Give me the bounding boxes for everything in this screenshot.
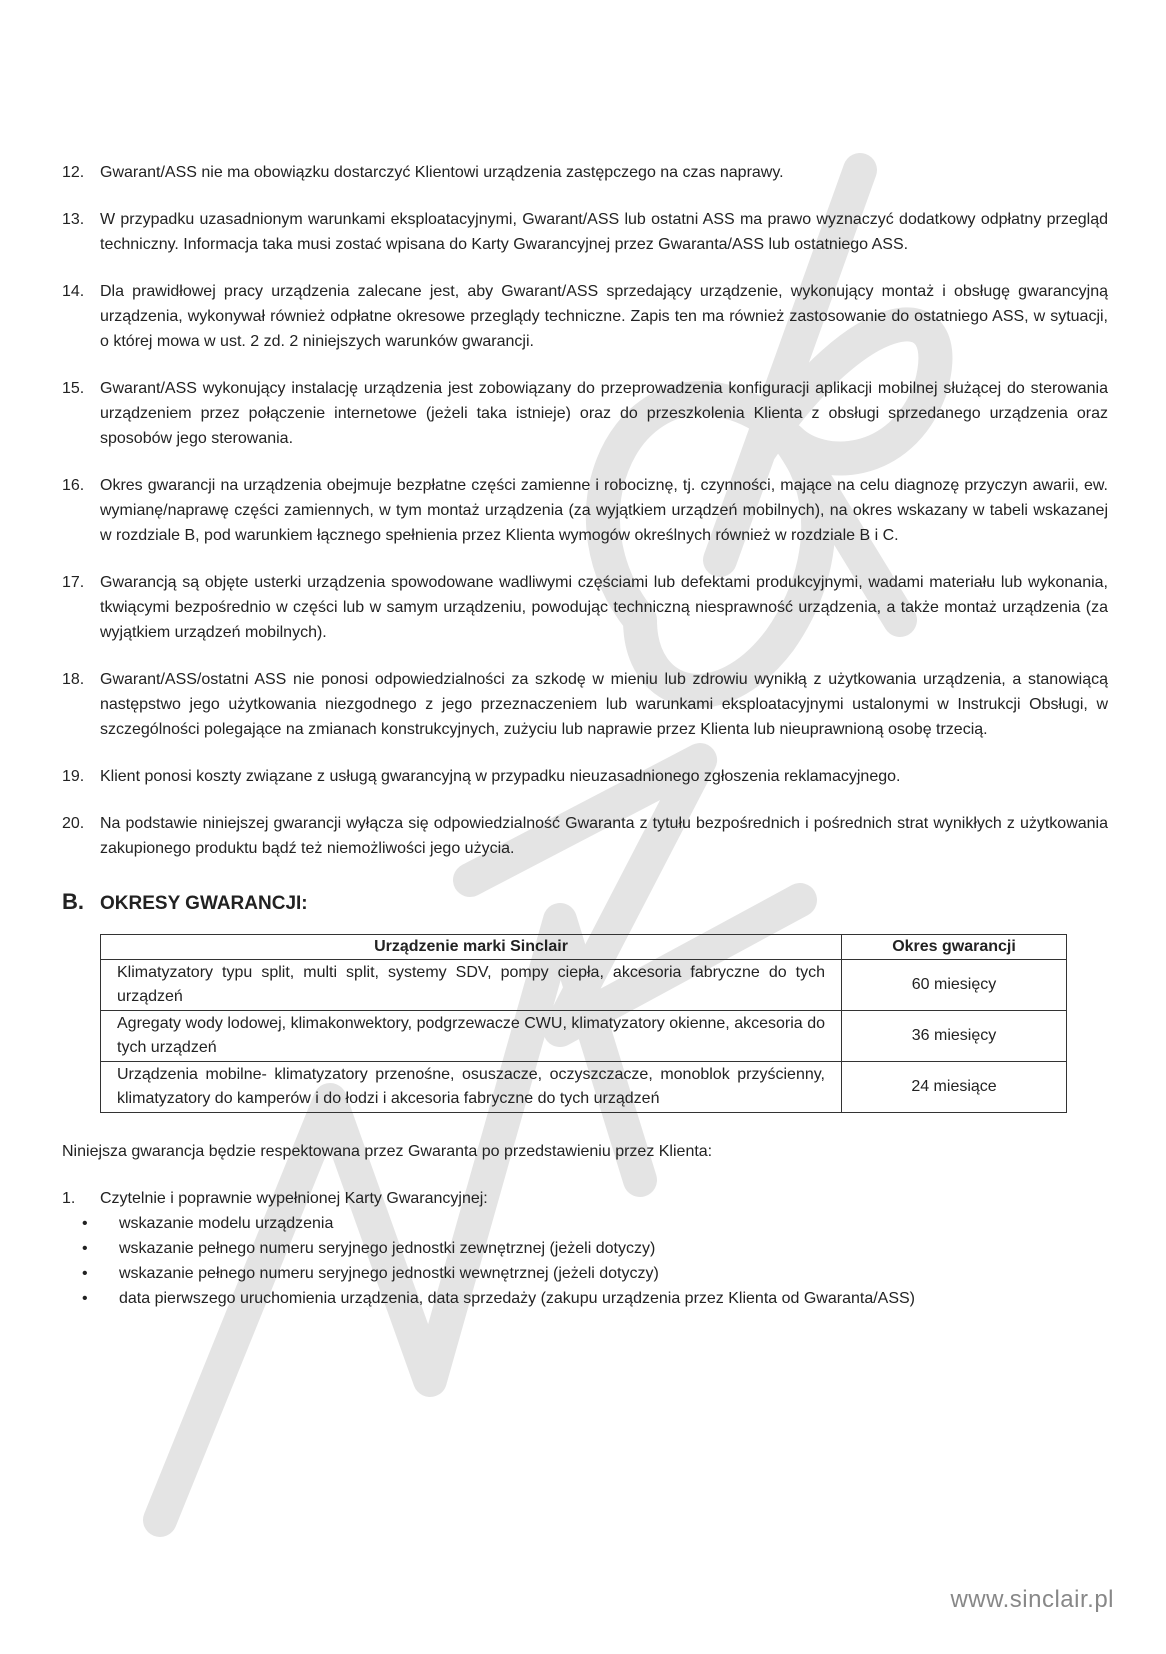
clause-text: Na podstawie niniejszej gwarancji wyłącza się odpowiedzialność Gwaranta z tytułu bezpośrednich i pośrednich strat wynikłych z użytkowania zakupionego produktu bądź też niemożliwości jego użycia.	[100, 815, 1108, 857]
table-row	[101, 1011, 1067, 1062]
period-cell: 24 miesiące	[842, 1062, 1067, 1113]
clause-number: 13.	[62, 211, 85, 228]
bullet-icon: •	[82, 1240, 88, 1257]
clause-text: Gwarant/ASS nie ma obowiązku dostarczyć Klientowi urządzenia zastępczego na czas naprawy.	[100, 164, 784, 181]
bullet-item	[62, 1286, 1108, 1311]
clause-number: 15.	[62, 380, 85, 397]
section-heading	[62, 889, 1108, 916]
clause-text: Okres gwarancji na urządzenia obejmuje bezpłatne części zamienne i robociznę, tj. czynności, mające na celu diagnozę przyczyn awarii, ew. wymianę/naprawę części zamiennych, w tym montaż urządzenia (za wyjątkiem urządzeń mobilnych), na okres wskazany w tabeli wskazanej w rozdziale B, pod warunkiem łącznego spełnienia przez Klienta wymogów określnych również w rozdziale B i C.	[100, 477, 1108, 544]
clause-text: Klient ponosi koszty związane z usługą gwarancyjną w przypadku nieuzasadnionego zgłoszenia reklamacyjnego.	[100, 768, 901, 785]
table-row	[101, 1062, 1067, 1113]
clause-text: Gwarant/ASS wykonujący instalację urządzenia jest zobowiązany do przeprowadzenia konfiguracji aplikacji mobilnej służącej do sterowania urządzeniem przez połączenie internetowe (jeżeli taka istnieje) oraz do przeszkolenia Klienta z obsługi sprzedanego urządzenia oraz sposobów jego sterowania.	[100, 380, 1108, 447]
bullet-text: wskazanie pełnego numeru seryjnego jednostki wewnętrznej (jeżeli dotyczy)	[119, 1265, 659, 1282]
clause-text: W przypadku uzasadnionym warunkami eksploatacyjnymi, Gwarant/ASS lub ostatni ASS ma prawo wyznaczyć dodatkowy odpłatny przegląd techniczny. Informacja taka musi zostać wpisana do Karty Gwarancyjnej przez Gwaranta/ASS lub ostatniego ASS.	[100, 211, 1108, 253]
clause-number: 20.	[62, 815, 85, 832]
device-cell: Urządzenia mobilne- klimatyzatory przenośne, osuszacze, oczyszczacze, monoblok przyścienny, klimatyzatory do kamperów i do łodzi i akcesoria fabryczne do tych urządzeń	[101, 1062, 842, 1113]
bullet-icon: •	[82, 1265, 88, 1282]
clause-item	[62, 376, 1108, 451]
requirement-bullets	[62, 1211, 1108, 1311]
requirement-number: 1.	[62, 1190, 76, 1207]
bullet-text: wskazanie modelu urządzenia	[119, 1215, 334, 1232]
document-body	[62, 160, 1108, 1311]
clause-item	[62, 570, 1108, 645]
bullet-item	[62, 1261, 1108, 1286]
clause-number: 18.	[62, 671, 85, 688]
bullet-icon: •	[82, 1215, 88, 1232]
period-cell: 36 miesięcy	[842, 1011, 1067, 1062]
column-header-device: Urządzenie marki Sinclair	[101, 935, 842, 960]
clause-item	[62, 764, 1108, 789]
requirement-item	[62, 1186, 1108, 1311]
bullet-item	[62, 1211, 1108, 1236]
device-cell: Klimatyzatory typu split, multi split, systemy SDV, pompy ciepła, akcesoria fabryczne do tych urządzeń	[101, 960, 842, 1011]
warranty-table	[100, 934, 1067, 1113]
clause-item	[62, 667, 1108, 742]
bullet-text: wskazanie pełnego numeru seryjnego jednostki zewnętrznej (jeżeli dotyczy)	[119, 1240, 656, 1257]
clause-number: 19.	[62, 768, 85, 785]
intro-paragraph: Niniejsza gwarancja będzie respektowana przez Gwaranta po przedstawieniu przez Klienta:	[62, 1143, 713, 1160]
footer-url: www.sinclair.pl	[950, 1586, 1114, 1613]
clause-item	[62, 811, 1108, 861]
bullet-item	[62, 1236, 1108, 1261]
table-row	[101, 960, 1067, 1011]
requirement-text: Czytelnie i poprawnie wypełnionej Karty Gwarancyjnej:	[100, 1190, 488, 1207]
period-cell: 60 miesięcy	[842, 960, 1067, 1011]
clause-number: 17.	[62, 574, 85, 591]
bullet-text: data pierwszego uruchomienia urządzenia, data sprzedaży (zakupu urządzenia przez Klienta od Gwaranta/ASS)	[119, 1290, 915, 1307]
clause-text: Gwarant/ASS/ostatni ASS nie ponosi odpowiedzialności za szkodę w mieniu lub zdrowiu wynikłą z użytkowania urządzenia, a stanowiącą następstwo jego użytkowania niezgodnego z jego przeznaczeniem lub warunkami eksploatacyjnymi ustalonymi w Instrukcji Obsługi, w szczególności polegające na zmianach konstrukcyjnych, zużyciu lub naprawie przez Klienta lub nieuprawnioną osobę trzecią.	[100, 671, 1108, 738]
clause-item	[62, 207, 1108, 257]
clause-list	[62, 160, 1108, 861]
clause-number: 14.	[62, 283, 85, 300]
column-header-period: Okres gwarancji	[842, 935, 1067, 960]
clause-number: 16.	[62, 477, 85, 494]
device-cell: Agregaty wody lodowej, klimakonwektory, podgrzewacze CWU, klimatyzatory okienne, akcesoria do tych urządzeń	[101, 1011, 842, 1062]
clause-text: Dla prawidłowej pracy urządzenia zalecane jest, aby Gwarant/ASS sprzedający urządzenie, wykonujący montaż i obsługę gwarancyjną urządzenia, wykonywał również odpłatne okresowe przeglądy techniczne. Zapis ten ma również zastosowanie do ostatniego ASS, w sytuacji, o której mowa w ust. 2 zd. 2 niniejszych warunków gwarancji.	[100, 283, 1108, 350]
table-header-row	[101, 935, 1067, 960]
clause-item	[62, 160, 1108, 185]
section-title: OKRESY GWARANCJI:	[100, 893, 308, 914]
clause-item	[62, 279, 1108, 354]
clause-text: Gwarancją są objęte usterki urządzenia spowodowane wadliwymi częściami lub defektami produkcyjnymi, wadami materiału lub wykonania, tkwiącymi bezpośrednio w części lub w samym urządzeniu, powodując techniczną niesprawność urządzenia, a także montaż urządzenia (za wyjątkiem urządzeń mobilnych).	[100, 574, 1108, 641]
clause-number: 12.	[62, 164, 85, 181]
section-letter: B.	[62, 889, 84, 914]
clause-item	[62, 473, 1108, 548]
bullet-icon: •	[82, 1290, 88, 1307]
